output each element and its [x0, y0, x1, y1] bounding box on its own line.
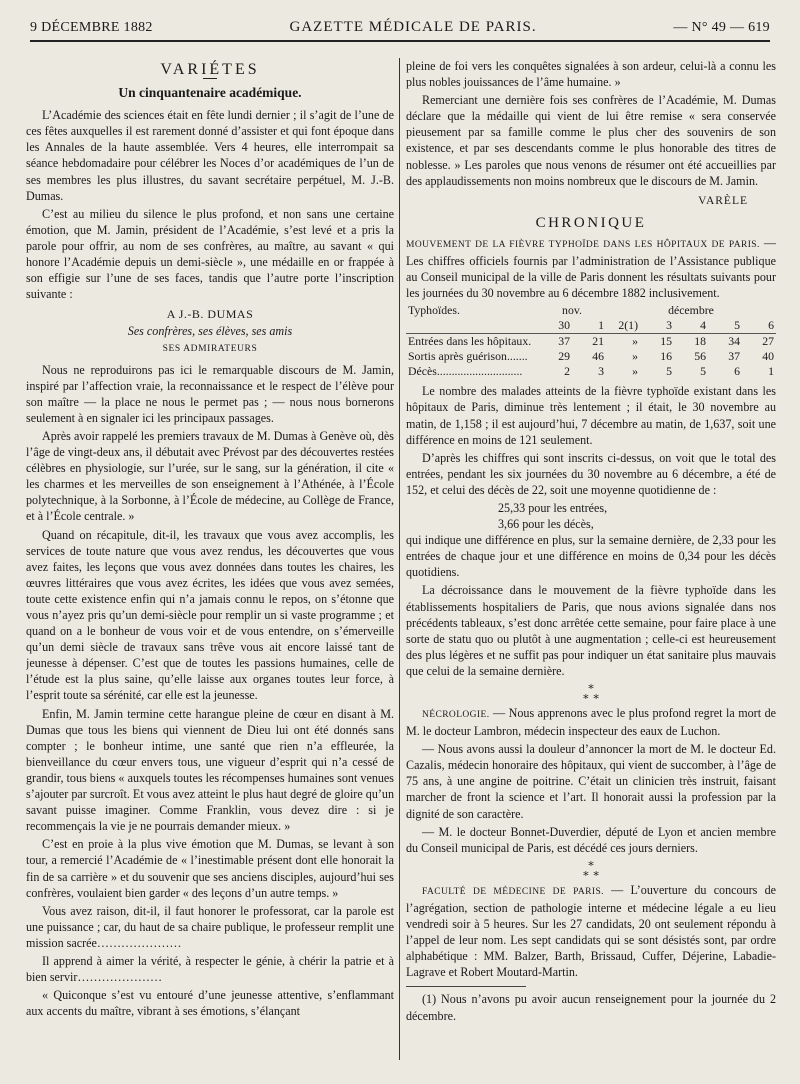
table-cell: 34: [728, 334, 740, 349]
paragraph: Nous ne reproduirons pas ici le remarquable discours de M. Jamin, inspiré par l’affection vraie, la reconnaissance et le respect de l’élève pour son maître — la place ne nous le permet pas ; — nous nous bornerons seulement à en signaler ici les principaux passages.: [26, 362, 394, 425]
table-day: 30: [538, 318, 572, 334]
title-dash: [203, 78, 217, 79]
paragraph: Remerciant une dernière fois ses confrères de l’Académie, M. Dumas déclare que la médaille qui vient de lui être remise « sera conservée pieusement par sa famille comme le plus cher des souvenirs de son existence, et par ses descendants comme le plus honorable des titres de noblesse. » Les paroles que nous venons de résumer ont été accueillies par des applaudissements non moins nombreux que le discours de M. Jamin.: [406, 93, 776, 188]
table-cell: 15: [660, 334, 672, 349]
paragraph: pleine de foi vers les conquêtes signalées à son ardeur, celui-là a connu les plus nobles jouissances de l’âme humaine. »: [406, 59, 776, 90]
faculty-rubric: FACULTÉ DE MÉDECINE DE PARIS.: [422, 886, 604, 897]
table-day: 3: [640, 318, 674, 334]
inscription-line: Ses confrères, ses élèves, ses amis: [127, 324, 293, 339]
header-journal-title: GAZETTE MÉDICALE DE PARIS.: [289, 19, 537, 35]
header-issue-page: — N° 49 — 619: [673, 20, 770, 35]
table-row: [406, 349, 776, 364]
left-column: [26, 58, 394, 1056]
typhoid-table: [406, 303, 776, 379]
separator-stars: ∗ ∗ ∗: [582, 857, 600, 880]
paragraph: Après avoir rappelé les premiers travaux de M. Dumas à Genève où, dès l’âge de vingt-deux ans, il débutait avec Prévost par des découvertes restées célèbres en physiologie, sur l’urée, sur le sang, sur la génération, il cite « les charmes et les merveilles de son enseignement à l’Athénée, à l’École polytechnique, à la Sorbonne, à l’École de médecine, au Collège de France, et à l’École centrale. »: [26, 428, 394, 524]
inscription-name: A J.-B. DUMAS: [166, 307, 254, 322]
paragraph: L’Académie des sciences était en fête lundi dernier ; il s’agit de l’une de ces fêtes auxquelles il est rarement donné d’assister et qui font époque dans les Annales de la haute assemblée. Vers 4 heures, elle interrompait sa séance hebdomadaire pour célébrer les Noces d’or académiques de l’un de ses membres les plus illustres, du savant secrétaire perpétuel, M. J.-B. Dumas.: [26, 108, 394, 203]
paragraph: C’est en proie à la plus vive émotion que M. Dumas, se levant à son tour, a remercié l’Académie de « l’inestimable présent dont elle honorait la fin de sa carrière » et du souvenir que ses anciens disciples, aujourd’hui ses confrères, voulaient bien garder « des leçons d’un autre temps. »: [26, 837, 394, 900]
table-day: 6: [742, 318, 776, 334]
table-cell: 56: [694, 349, 706, 364]
table-cell: 18: [694, 334, 706, 349]
table-cell: 1: [768, 364, 774, 379]
header-rule: [30, 40, 770, 42]
paragraph: Enfin, M. Jamin termine cette harangue pleine de cœur en disant à M. Dumas que tous les biens qui viennent de Dieu lui ont été donnés sans compter ; le bonheur intime, une santé que rien n’a effleurée, la bienveillance du cœur envers tous, une vigueur d’esprit qui n’a cessé de grandir, tous biens « auxquels toutes les récompenses humaines sont venues s’ajouter par surcroît. Et vous avez atteint le plus haut degré de gloire qu’un savant puisse imaginer. Comme Franklin, vous devez dire : si je recommençais la vie je ne pourrais demander mieux. »: [26, 706, 394, 834]
table-cell: 6: [734, 364, 740, 379]
necrology-text: — Nous apprenons avec le plus profond regret la mort de M. le docteur Lambron, médecin inspecteur des eaux de Luchon.: [406, 706, 776, 739]
faculty-paragraph: [406, 882, 776, 981]
faculty-text: — L’ouverture du concours de l’agrégation, section de pathologie interne et médecine légale a eu lieu vendredi soir à 5 heures. Sur les 27 candidats, 20 ont seulement répondu à l’appel de leur nom. Les sept candidats qui se sont désistés sont, par ordre alphabétique : MM. Balzer, Barth, Brissaud, Cuffer, Déjerine, Labadie-Lagrave et Robert Moutard-Martin.: [406, 882, 776, 980]
paragraph: — M. le docteur Bonnet-Duverdier, député de Lyon et ancien membre du Conseil municipal de Paris, est décédé ces jours derniers.: [406, 824, 776, 855]
table-day: 5: [708, 318, 742, 334]
table-label: Typhoïdes.: [408, 303, 460, 318]
table-day: 4: [674, 318, 708, 334]
page-header: [30, 10, 770, 36]
row-label: Sortis après guérison.......: [408, 349, 528, 364]
column-divider: [399, 58, 400, 1060]
paragraph: qui indique une différence en plus, sur la semaine dernière, de 2,33 pour les entrées de chaque jour et une différence en moins de 0,34 pour les décès quotidiens.: [406, 533, 776, 580]
table-cell: 27: [762, 334, 774, 349]
row-label: Décès.............................: [408, 364, 523, 379]
paragraph: « Quiconque s’est vu entouré d’une jeunesse attentive, s’enflammant aux accents du maître, vibrant à ses émotions, s’élançant: [26, 988, 394, 1019]
table-cell: 37: [558, 334, 570, 349]
chronique-title: CHRONIQUE: [535, 214, 647, 231]
table-cell: »: [632, 349, 638, 364]
table-cell: »: [632, 334, 638, 349]
paragraph: Quand on récapitule, dit-il, les travaux que vous avez accomplis, les services de toute nature que vous avez rendus, les découvertes que vous avez faites, les leçons que vous avez données dans toutes les chaires, les œuvres littéraires que vous avez écrites, les idées que vous avez semées, toute cette existence enfin qui n’a jamais connu le repos, on s’étonne que vous n’ayez pris qu’un demi-siècle pour remplir un si vaste programme ; et quand on a le bonheur de vous voir et de vous entendre, on s’émerveille qu’un demi siècle de travaux sans trêve vous ait encore laissé tant de jeunesse à dépenser. C’est que de toutes les passions humaines, celle de l’étude est la plus saine, qu’elle laisse aux organes toutes leur force, à l’esprit toute sa sérénité, car elle est la jeunesse.: [26, 527, 394, 703]
paragraph: Le nombre des malades atteints de la fièvre typhoïde existant dans les hôpitaux de Paris, diminue très lentement ; il était, le 30 novembre au matin, de 1,158 ; il est aujourd’hui, 7 décembre au matin, de 1,637, soit une différence en moins de 121 seulement.: [406, 384, 776, 447]
separator-stars: ∗ ∗ ∗: [582, 681, 600, 703]
inscription-sub: SES ADMIRATEURS: [162, 343, 258, 354]
table-cell: 29: [558, 349, 570, 364]
section-title: VARIÉTES: [160, 61, 260, 78]
necrology-paragraph: [406, 705, 776, 739]
table-cell: 46: [592, 349, 604, 364]
table-day: 2(1): [606, 318, 640, 334]
footnote: (1) Nous n’avons pu avoir aucun renseignement pour la journée du 2 décembre.: [406, 992, 776, 1023]
average-deaths: 3,66 pour les décès,: [498, 517, 594, 532]
article-title: Un cinquantenaire académique.: [118, 85, 302, 101]
header-date: 9 DÉCEMBRE 1882: [30, 20, 153, 35]
typhoid-intro: — Les chiffres officiels fournis par l’administration de l’Assistance publique au Conseil municipal de la ville de Paris donnent les résultats suivants pour les journées du 30 novembre au 6 décembre 1882 inclusivement.: [406, 235, 776, 301]
paragraph: D’après les chiffres qui sont inscrits ci-dessus, on voit que le total des entrées, pendant les six journées du 30 novembre au 6 décembre, a été de 152, et celui des décès de 22, soit une moyenne quotidienne de :: [406, 450, 776, 497]
author-signature: VARÈLE: [698, 194, 748, 207]
paragraph: Il apprend à aimer la vérité, à respecter le génie, à chérir la patrie et à bien servir…………………: [26, 953, 394, 985]
table-cell: 16: [660, 349, 672, 364]
table-row: [406, 334, 776, 350]
paragraph: C’est au milieu du silence le plus profond, et non sans une certaine émotion, que M. Jamin, président de l’Académie, s’est levé et a pris la parole pour offrir, au nom de ses confrères, au maître, au savant « qui honore l’Académie depuis un demi-siècle », une médaille en or frappée à son effigie sur l’une de ses faces, tandis que l’autre porte l’inscription suivante :: [26, 206, 394, 302]
footnote-rule: [406, 986, 526, 987]
table-row: [406, 364, 776, 379]
paragraph: Vous avez raison, dit-il, il faut honorer le professorat, car la parole est une puissance ; car, du haut de sa chaire publique, le professeur remplit une mission sacrée…………………: [26, 903, 394, 950]
paragraph: — Nous avons aussi la douleur d’annoncer la mort de M. le docteur Ed. Cazalis, médecin honoraire des hôpitaux, qui vient de succomber, à l’âge de 75 ans, à une angine de poitrine. C’était un clinicien très instruit, faisant marcher de front la science et l’art. Il honorait aussi la profession par la dignité de son caractère.: [406, 742, 776, 821]
table-cell: 5: [666, 364, 672, 379]
table-cell: »: [632, 364, 638, 379]
table-months-row: [406, 303, 776, 318]
table-cell: 2: [564, 364, 570, 379]
table-cell: 3: [598, 364, 604, 379]
table-cell: 5: [700, 364, 706, 379]
typhoid-paragraph: [406, 235, 776, 301]
typhoid-rubric: MOUVEMENT DE LA FIÈVRE TYPHOÏDE DANS LES HÔPITAUX DE PARIS.: [406, 239, 760, 250]
table-days-row: [406, 318, 776, 334]
table-cell: 21: [592, 334, 604, 349]
paragraph: La décroissance dans le mouvement de la fièvre typhoïde dans les établissements hospitaliers de Paris, que nous avions signalée dans nos précédents tableaux, s’est donc arrêtée cette semaine, pour faire place à une sorte de statu quo ou plutôt à une augmentation ; celle-ci est heureusement des plus légères et ne suffit pas pour indiquer un état sanitaire plus mauvais que celui de la semaine dernière.: [406, 583, 776, 678]
month-dec: décembre: [668, 303, 714, 318]
month-nov: nov.: [562, 303, 582, 318]
average-entries: 25,33 pour les entrées,: [498, 500, 608, 515]
right-column: [406, 58, 776, 1056]
necrology-rubric: NÉCROLOGIE.: [422, 710, 490, 720]
table-cell: 37: [728, 349, 740, 364]
row-label: Entrées dans les hôpitaux.: [408, 334, 532, 349]
table-cell: 40: [762, 349, 774, 364]
table-day: 1: [572, 318, 606, 334]
